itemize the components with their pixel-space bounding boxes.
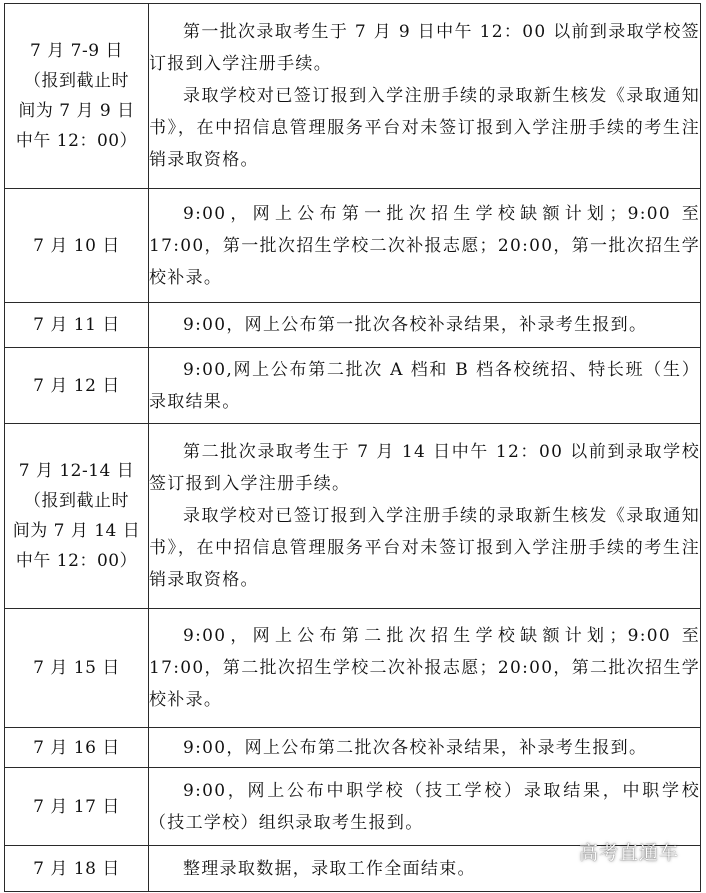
description-paragraph: 9:00，网上公布中职学校（技工学校）录取结果，中职学校（技工学校）组织录取考生报到。	[149, 780, 700, 833]
description-cell	[149, 609, 701, 728]
date-line: 7 月 12 日	[33, 375, 120, 396]
date-cell	[5, 303, 149, 348]
description-paragraph: 第一批次录取考生于 7 月 9 日中午 12：00 以前到录取学校签订报到入学注册手续。	[149, 22, 700, 74]
description-cell	[149, 768, 701, 846]
table-row	[5, 728, 701, 768]
description-cell	[149, 424, 701, 609]
document-page	[4, 3, 701, 891]
date-cell	[5, 728, 149, 768]
date-line: 间为 7 月 14 日	[12, 521, 141, 541]
date-cell	[5, 609, 149, 728]
description-paragraph: 录取学校对已签订报到入学注册手续的录取新生核发《录取通知书》，在中招信息管理服务平台对未签订报到入学注册手续的考生注销录取资格。	[149, 506, 700, 590]
description-paragraph: 9:00，网上公布第一批次招生学校缺额计划；9:00 至 17:00，第一批次招生学校二次补报志愿；20:00，第一批次招生学校补录。	[149, 203, 700, 288]
description-paragraph: 9:00，网上公布第二批次招生学校缺额计划；9:00 至 17:00，第二批次招生学校二次补报志愿；20:00，第二批次招生学校补录。	[149, 626, 700, 710]
date-cell	[5, 768, 149, 846]
date-cell	[5, 348, 149, 424]
table-row	[5, 348, 701, 424]
description-cell	[149, 303, 701, 348]
date-line: 7 月 16 日	[33, 737, 120, 758]
admission-schedule-table	[4, 3, 701, 892]
date-cell	[5, 846, 149, 892]
table-row	[5, 609, 701, 728]
description-cell	[149, 728, 701, 768]
table-row	[5, 189, 701, 303]
date-line: 中午 12：00）	[15, 551, 138, 571]
description-cell	[149, 348, 701, 424]
date-cell	[5, 4, 149, 189]
description-paragraph: 9:00，网上公布第二批次各校补录结果，补录考生报到。	[183, 737, 648, 758]
date-line: 7 月 15 日	[33, 658, 120, 678]
table-row	[5, 303, 701, 348]
date-line: 7 月 10 日	[33, 235, 120, 256]
date-line: 7 月 12-14 日	[18, 461, 135, 481]
date-cell	[5, 189, 149, 303]
description-cell	[149, 4, 701, 189]
date-line: （报到截止时	[24, 491, 129, 511]
date-line: 7 月 17 日	[33, 796, 120, 817]
date-cell	[5, 424, 149, 609]
description-paragraph: 9:00，网上公布第一批次各校补录结果，补录考生报到。	[183, 315, 648, 335]
date-line: 中午 12：00）	[15, 131, 138, 151]
description-paragraph: 第二批次录取考生于 7 月 14 日中午 12：00 以前到录取学校签订报到入学注册手续。	[149, 442, 700, 494]
date-line: 7 月 11 日	[33, 315, 120, 335]
date-line: （报到截止时	[24, 71, 129, 91]
table-row	[5, 768, 701, 846]
date-line: 7 月 7-9 日	[30, 41, 123, 61]
description-paragraph: 整理录取数据，录取工作全面结束。	[183, 858, 476, 879]
description-paragraph: 9:00,网上公布第二批次 A 档和 B 档各校统招、特长班（生）录取结果。	[149, 359, 700, 412]
description-cell	[149, 189, 701, 303]
date-line: 7 月 18 日	[33, 858, 120, 879]
description-paragraph: 录取学校对已签订报到入学注册手续的录取新生核发《录取通知书》，在中招信息管理服务平台对未签订报到入学注册手续的考生注销录取资格。	[149, 86, 700, 170]
watermark-text: 高考直通车	[578, 842, 679, 864]
table-row	[5, 424, 701, 609]
table-row	[5, 4, 701, 189]
date-line: 间为 7 月 9 日	[18, 101, 135, 121]
